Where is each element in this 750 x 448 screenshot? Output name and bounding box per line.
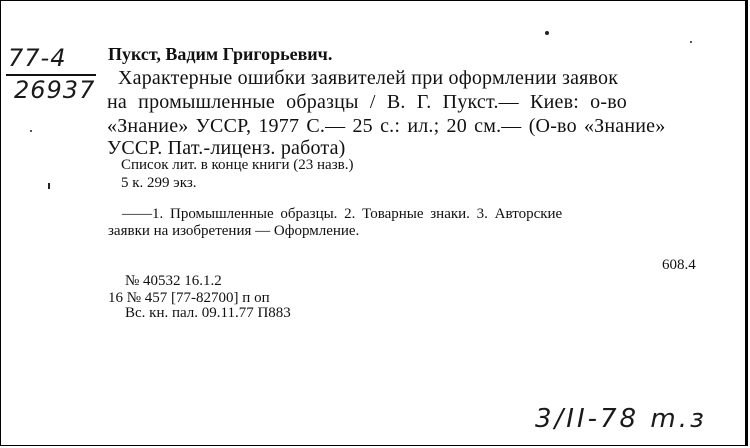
subject-headings-continued: заявки на изобретения — Оформление. — [108, 223, 360, 239]
title-line: «Знание» УССР, 1977 С.— 25 с.: ил.; 20 см.— (О-во «Знание» — [107, 115, 666, 137]
handwritten-shelf-mark: 77-4 — [8, 44, 67, 72]
handwritten-date-note: 3/II-78 m.з — [535, 404, 707, 434]
classification-number: 608.4 — [662, 257, 696, 273]
ink-speck — [48, 183, 50, 189]
title-line: Характерные ошибки заявителей при оформлении заявок — [118, 67, 619, 89]
price-print-run: 5 к. 299 экз. — [121, 175, 197, 191]
ink-speck — [690, 41, 692, 43]
title-line: УССР. Пат.-лиценз. работа) — [107, 137, 346, 159]
registry-number: 16 № 457 [77-82700] п оп — [108, 290, 270, 306]
record-number: № 40532 16.1.2 — [125, 273, 222, 289]
subject-headings: ——1. Промышленные образцы. 2. Товарные знаки. 3. Авторские — [122, 206, 563, 222]
title-line: на промышленные образцы / В. Г. Пукст.— Киев: о-во — [107, 91, 627, 113]
handwritten-accession-number: 26937 — [14, 76, 96, 104]
bibliography-note: Список лит. в конце книги (23 назв.) — [121, 157, 354, 173]
chamber-stamp-line: Вс. кн. пал. 09.11.77 П883 — [125, 305, 291, 321]
ink-speck — [30, 130, 32, 132]
author-heading: Пукст, Вадим Григорьевич. — [108, 44, 333, 64]
ink-speck — [545, 31, 549, 35]
